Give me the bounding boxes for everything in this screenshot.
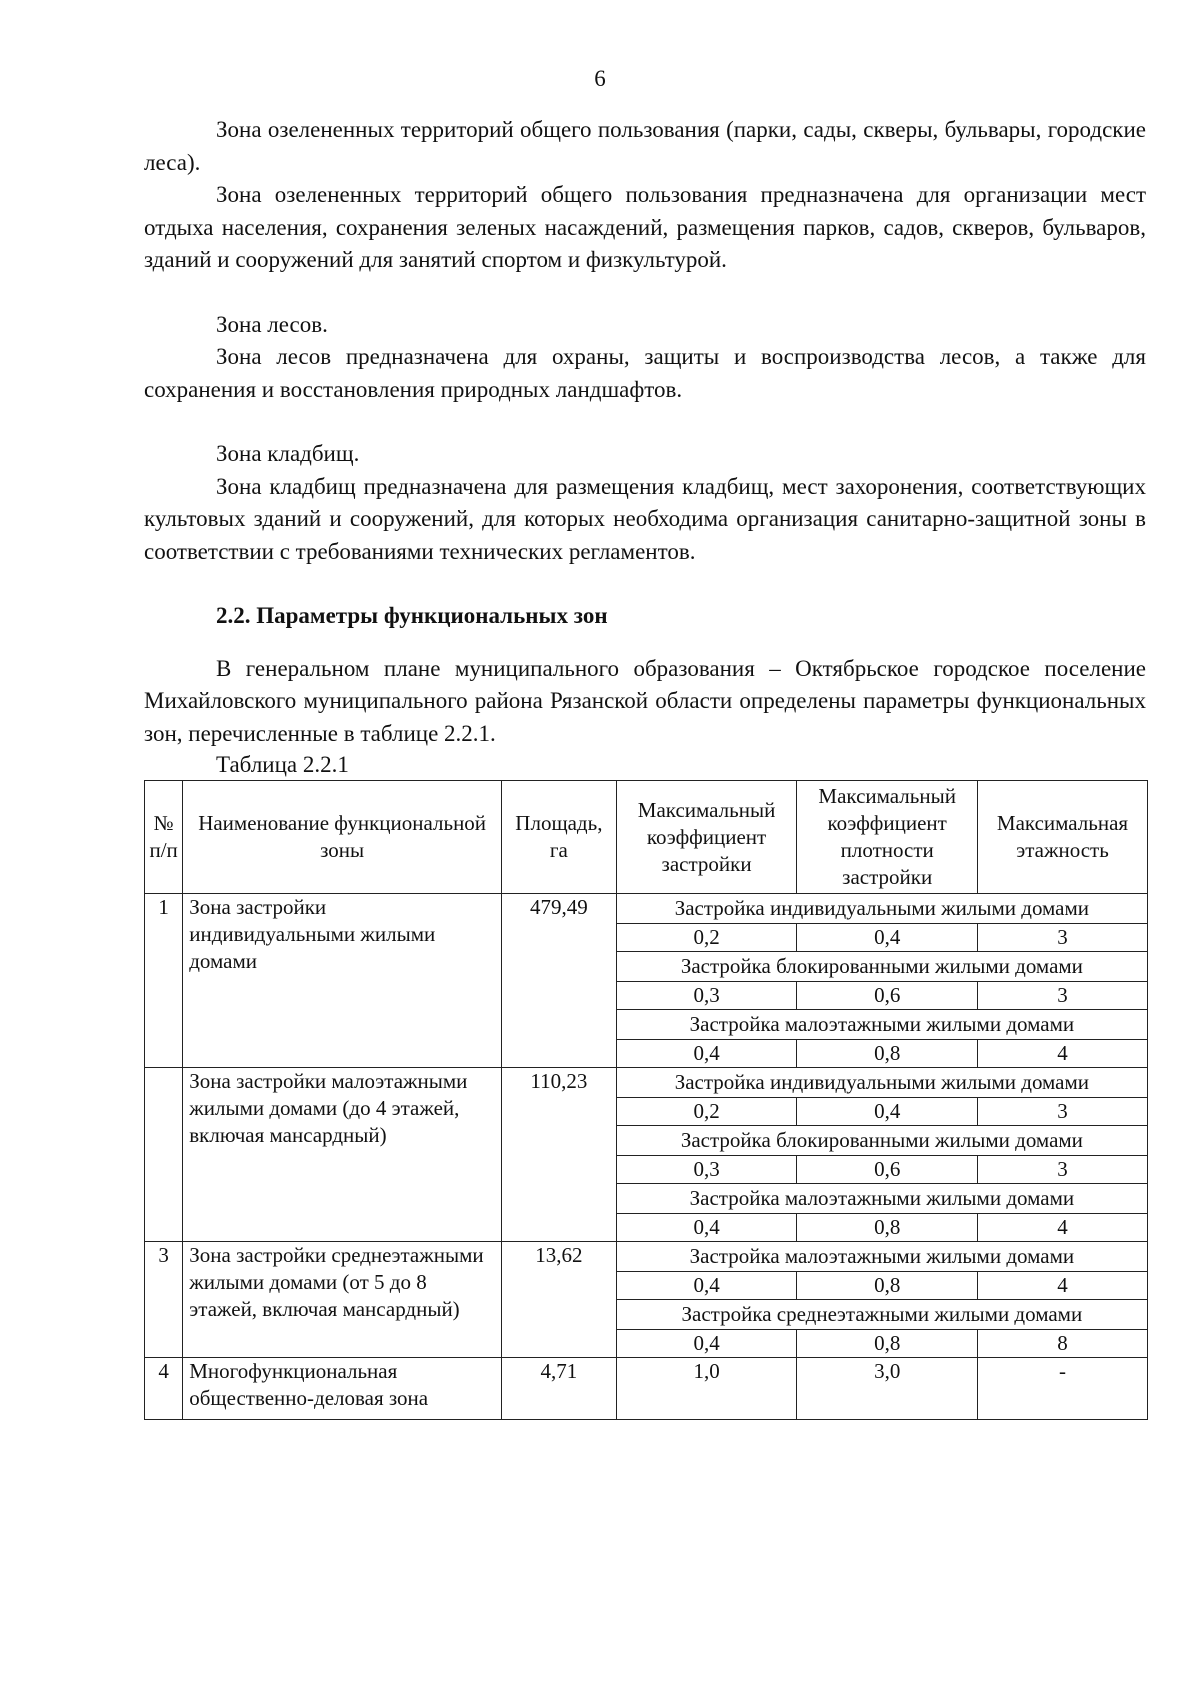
zone-name: Зона застройки среднеэтажными жилыми домами (от 5 до 8 этажей, включая мансардный) <box>183 1242 502 1358</box>
floors-value: 4 <box>978 1272 1148 1300</box>
header-num: № п/п <box>145 781 183 894</box>
table-row <box>145 1358 1148 1420</box>
paragraph-cemetery-zone-purpose: Зона кладбищ предназначена для размещения кладбищ, мест захоронения, соответствующих культовых зданий и сооружений, для которых необходима организация санитарно-защитной зоны в соответствии с требованиями технических регламентов. <box>144 473 1146 564</box>
k-density-value: 0,8 <box>797 1330 978 1358</box>
floors-value: 3 <box>978 982 1148 1010</box>
section-heading: 2.2. Параметры функциональных зон <box>216 603 608 628</box>
building-type: Застройка индивидуальными жилыми домами <box>616 894 1147 924</box>
building-type: Застройка индивидуальными жилыми домами <box>616 1068 1147 1098</box>
building-type: Застройка малоэтажными жилыми домами <box>616 1242 1147 1272</box>
page-content <box>144 114 1146 1420</box>
table-row <box>145 1242 1148 1272</box>
zone-area: 13,62 <box>502 1242 617 1358</box>
zone-area: 110,23 <box>502 1068 617 1242</box>
page-number: 6 <box>594 66 606 91</box>
k-density-value: 0,4 <box>797 924 978 952</box>
zone-name: Зона застройки индивидуальными жилыми домами <box>183 894 502 1068</box>
k-density-value: 3,0 <box>797 1358 978 1420</box>
paragraph-forest-zone-purpose: Зона лесов предназначена для охраны, защиты и воспроизводства лесов, а также для сохранения и восстановления природных ландшафтов. <box>144 344 1146 402</box>
header-name: Наименование функциональной зоны <box>183 781 502 894</box>
floors-value: 3 <box>978 1098 1148 1126</box>
floors-value: 4 <box>978 1214 1148 1242</box>
zone-name: Многофункциональная общественно-деловая зона <box>183 1358 502 1420</box>
k-build-value: 0,2 <box>616 1098 797 1126</box>
floors-value: 3 <box>978 924 1148 952</box>
floors-value: 3 <box>978 1156 1148 1184</box>
building-type: Застройка блокированными жилыми домами <box>616 1126 1147 1156</box>
k-build-value: 0,4 <box>616 1040 797 1068</box>
paragraph-green-zone-title: Зона озелененных территорий общего пользования (парки, сады, скверы, бульвары, городские леса). <box>144 117 1146 175</box>
floors-value: - <box>978 1358 1148 1420</box>
header-floors: Максимальная этажность <box>978 781 1148 894</box>
building-type: Застройка блокированными жилыми домами <box>616 952 1147 982</box>
header-k-build: Максимальный коэффициент застройки <box>616 781 797 894</box>
k-build-value: 0,3 <box>616 1156 797 1184</box>
k-build-value: 0,4 <box>616 1272 797 1300</box>
k-build-value: 0,4 <box>616 1330 797 1358</box>
zone-num: 3 <box>145 1242 183 1358</box>
paragraph-cemetery-zone-title: Зона кладбищ. <box>216 441 360 466</box>
k-density-value: 0,6 <box>797 1156 978 1184</box>
building-type: Застройка малоэтажными жилыми домами <box>616 1184 1147 1214</box>
floors-value: 8 <box>978 1330 1148 1358</box>
zone-num <box>145 1068 183 1242</box>
floors-value: 4 <box>978 1040 1148 1068</box>
zone-num: 4 <box>145 1358 183 1420</box>
k-density-value: 0,4 <box>797 1098 978 1126</box>
k-density-value: 0,8 <box>797 1040 978 1068</box>
header-area: Площадь, га <box>502 781 617 894</box>
k-build-value: 0,3 <box>616 982 797 1010</box>
k-build-value: 0,4 <box>616 1214 797 1242</box>
header-k-density: Максимальный коэффициент плотности застройки <box>797 781 978 894</box>
paragraph-forest-zone-title: Зона лесов. <box>216 311 328 337</box>
zone-name: Зона застройки малоэтажными жилыми домами (до 4 этажей, включая мансардный) <box>183 1068 502 1242</box>
paragraph-green-zone-purpose: Зона озелененных территорий общего пользования предназначена для организации мест отдыха населения, сохранения зеленых насаждений, размещения парков, садов, скверов, бульваров, зданий и сооружений для занятий спортом и физкультурой. <box>144 182 1146 272</box>
building-type: Застройка малоэтажными жилыми домами <box>616 1010 1147 1040</box>
section-intro: В генеральном плане муниципального образования – Октябрьское городское поселение Михайловского муниципального района Рязанской области определены параметры функциональных зон, перечисленные в таблице 2.2.1. <box>144 655 1146 746</box>
zone-parameters-table <box>144 780 1148 1420</box>
k-build-value: 0,2 <box>616 924 797 952</box>
k-density-value: 0,8 <box>797 1214 978 1242</box>
building-type: Застройка среднеэтажными жилыми домами <box>616 1300 1147 1330</box>
zone-area: 4,71 <box>502 1358 617 1420</box>
k-build-value: 1,0 <box>616 1358 797 1420</box>
k-density-value: 0,8 <box>797 1272 978 1300</box>
k-density-value: 0,6 <box>797 982 978 1010</box>
table-header-row <box>145 781 1148 894</box>
table-row <box>145 1068 1148 1098</box>
zone-num: 1 <box>145 894 183 1068</box>
table-row <box>145 894 1148 924</box>
zone-area: 479,49 <box>502 894 617 1068</box>
table-caption: Таблица 2.2.1 <box>216 752 349 777</box>
